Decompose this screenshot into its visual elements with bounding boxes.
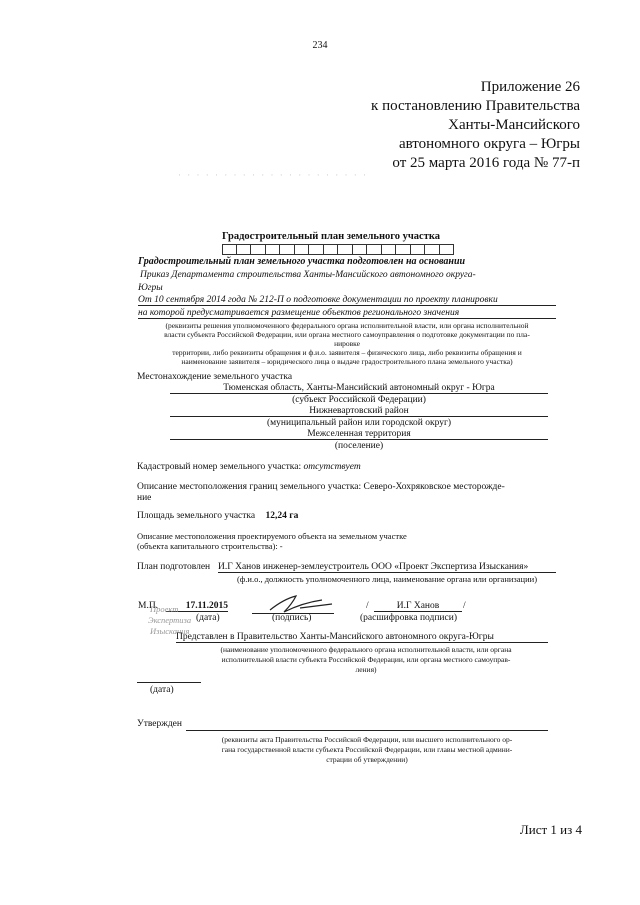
decoding-note: (расшифровка подписи) [360,613,457,623]
sign-name: И.Г Ханов [374,601,462,612]
basis-note-3: нировке [334,339,360,348]
submitted-date-note: (дата) [150,685,174,695]
appendix-line-2: к постановлению Правительства [371,98,580,114]
approved-note-3: страции об утверждении) [326,755,408,764]
plan-number-cell [295,244,310,255]
submitted-note-2: исполнительной власти субъекта Российской Федерации, или органа местного самоуправ- [221,655,511,664]
stamp-line-2: Экспертиза [148,615,192,625]
boundaries-cont: ние [137,493,152,503]
sign-date: 17.11.2015 [166,601,228,612]
location-settlement: Межселенная территория [170,429,548,440]
object-line-2: (объекта капитального строительства): - [137,541,283,551]
basis-line-2: Югры [138,283,163,293]
date-note: (дата) [196,613,220,623]
cadastral-label: Кадастровый номер земельного участка: [137,462,302,472]
prepared-label: План подготовлен [137,562,211,572]
approved-label: Утвержден [137,719,182,729]
plan-number-cell [309,244,324,255]
appendix-line-4: автономного округа – Югры [398,136,580,152]
basis-line-1: Приказ Департамента строительства Ханты-Мансийского автономного округа- [140,270,476,280]
plan-number-cell [396,244,411,255]
location-district-note: (муниципальный район или городской округ) [266,418,452,428]
approved-note-2: гана государственной власти субъекта Российской Федерации, или главы местной админи- [221,745,513,754]
approved-note-1: (реквизиты акта Правительства Российской Федерации, или высшего исполнительного ор- [221,735,513,744]
plan-number-cell [251,244,266,255]
slash-separator-2: / [463,601,466,611]
location-label: Местонахождение земельного участка [137,372,293,382]
sheet-counter: Лист 1 из 4 [519,822,582,837]
slash-separator: / [366,601,369,611]
location-region-note: (субъект Российской Федерации) [292,395,426,405]
submitted-note-1: (наименование уполномоченного федерального органа исполнительной власти, или органа [220,645,512,654]
plan-number-cell [367,244,382,255]
mp-label: М.П. [138,601,159,611]
basis-line-4: на которой предусматривается размещение объектов регионального значения [138,308,556,319]
location-district: Нижневартовский район [170,406,548,417]
plan-number-cell [324,244,339,255]
plan-number-cell [425,244,440,255]
appendix-line-1: Приложение 26 [480,79,580,95]
stamp-line-3: Изыскания [150,626,190,636]
plan-number-cell [353,244,368,255]
boundaries-label: Описание местоположения границ земельного участка: Северо-Хохряковское месторожде- [137,482,505,492]
area-value: 12,24 га [265,511,299,521]
plan-number-cell [382,244,397,255]
basis-note-2: власти субъекта Российской Федерации, или органа местного самоуправления о подготовке документации по пла- [164,330,530,339]
page-number: 234 [312,40,328,51]
submitted-label: Представлен в Правительство Ханты-Мансийского автономного округа-Югры [176,632,548,643]
plan-number-grid [222,244,454,255]
plan-number-cell [222,244,237,255]
basis-heading: Градостроительный план земельного участка подготовлен на основании [138,256,466,267]
object-line-1: Описание местоположения проектируемого объекта на земельном участке [137,531,407,541]
basis-note-4: территории, либо реквизиты обращения и ф.и.о. заявителя – физического лица, либо реквизиты обращения и [172,348,522,357]
approved-line [186,730,548,731]
location-settlement-note: (поселение) [334,441,384,451]
scan-artifact: · · · · · · · · · · · · · · · · · · · · · [178,170,368,180]
submitted-date-line [137,682,201,683]
stamp-line-1: Проект [150,604,179,614]
plan-number-cell [440,244,455,255]
appendix-line-5: от 25 марта 2016 года № 77-п [392,155,580,171]
signature-note: (подпись) [272,613,312,623]
cadastral-value: отсутствует [303,462,361,472]
basis-note-1: (реквизиты решения уполномоченного федерального органа исполнительной власти, или органа исполнительной [165,321,529,330]
form-title: Градостроительный план земельного участка [222,231,441,242]
appendix-line-3: Ханты-Мансийского [448,117,580,133]
prepared-note: (ф.и.о., должность уполномоченного лица, наименование органа или организации) [236,574,538,584]
location-region: Тюменская область, Ханты-Мансийский автономный округ - Югра [170,383,548,394]
plan-number-cell [266,244,281,255]
plan-number-cell [280,244,295,255]
plan-number-cell [411,244,426,255]
prepared-value: И.Г Ханов инженер-землеустроитель ООО «Проект Экспертиза Изыскания» [218,562,556,573]
basis-note-5: наименование заявителя – юридического лица о выдаче градостроительного плана земельного участка) [181,357,513,366]
plan-number-cell [237,244,252,255]
area-label: Площадь земельного участка [137,511,256,521]
plan-number-cell [338,244,353,255]
basis-line-3: От 10 сентября 2014 года № 212-П о подготовке документации по проекту планировки [138,295,556,306]
submitted-note-3: ления) [355,665,377,674]
